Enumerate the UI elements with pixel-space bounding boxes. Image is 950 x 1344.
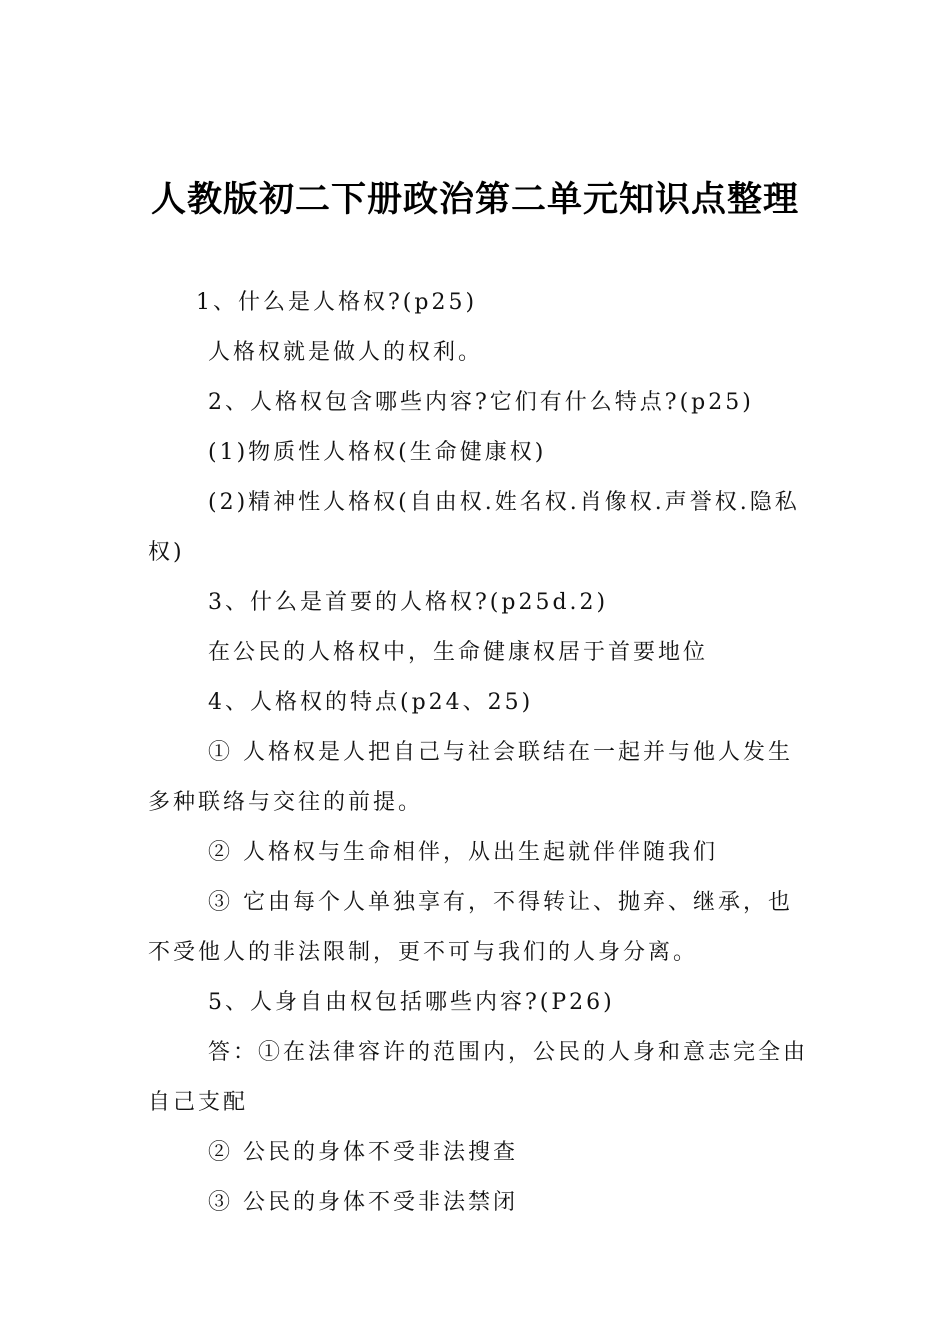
paragraph-question-2: 2、人格权包含哪些内容?它们有什么特点?(p25): [208, 390, 754, 415]
paragraph-question-3: 3、什么是首要的人格权?(p25d.2): [208, 590, 609, 615]
paragraph-item-4-1: ① 人格权是人把自己与社会联结在一起并与他人发生多种联络与交往的前提。: [148, 740, 793, 815]
paragraph-answer-5-3: ③ 公民的身体不受非法禁闭: [208, 1190, 518, 1215]
paragraph-item-4-2: ② 人格权与生命相伴，从出生起就伴伴随我们: [208, 840, 718, 865]
paragraph-question-4: 4、人格权的特点(p24、25): [208, 690, 534, 715]
paragraph-question-5: 5、人身自由权包括哪些内容?(P26): [208, 990, 615, 1015]
paragraph-answer-5-2: ② 公民的身体不受非法搜查: [208, 1140, 518, 1165]
paragraph-item-2-1: (1)物质性人格权(生命健康权): [208, 440, 547, 465]
paragraph-answer-5-1: 答：①在法律容许的范围内，公民的人身和意志完全由自己支配: [148, 1040, 809, 1115]
paragraph-question-1: 1、什么是人格权?(p25): [196, 290, 478, 315]
paragraph-answer-1: 人格权就是做人的权利。: [208, 340, 484, 365]
document-title: 人教版初二下册政治第二单元知识点整理: [150, 180, 799, 220]
document-body: [148, 278, 808, 1228]
paragraph-item-4-3: ③ 它由每个人单独享有，不得转让、抛弃、继承，也不受他人的非法限制，更不可与我们的人身分离。: [148, 890, 793, 965]
paragraph-answer-3: 在公民的人格权中，生命健康权居于首要地位: [208, 640, 709, 665]
paragraph-item-2-2: (2)精神性人格权(自由权.姓名权.肖像权.声誉权.隐私权): [148, 490, 800, 565]
